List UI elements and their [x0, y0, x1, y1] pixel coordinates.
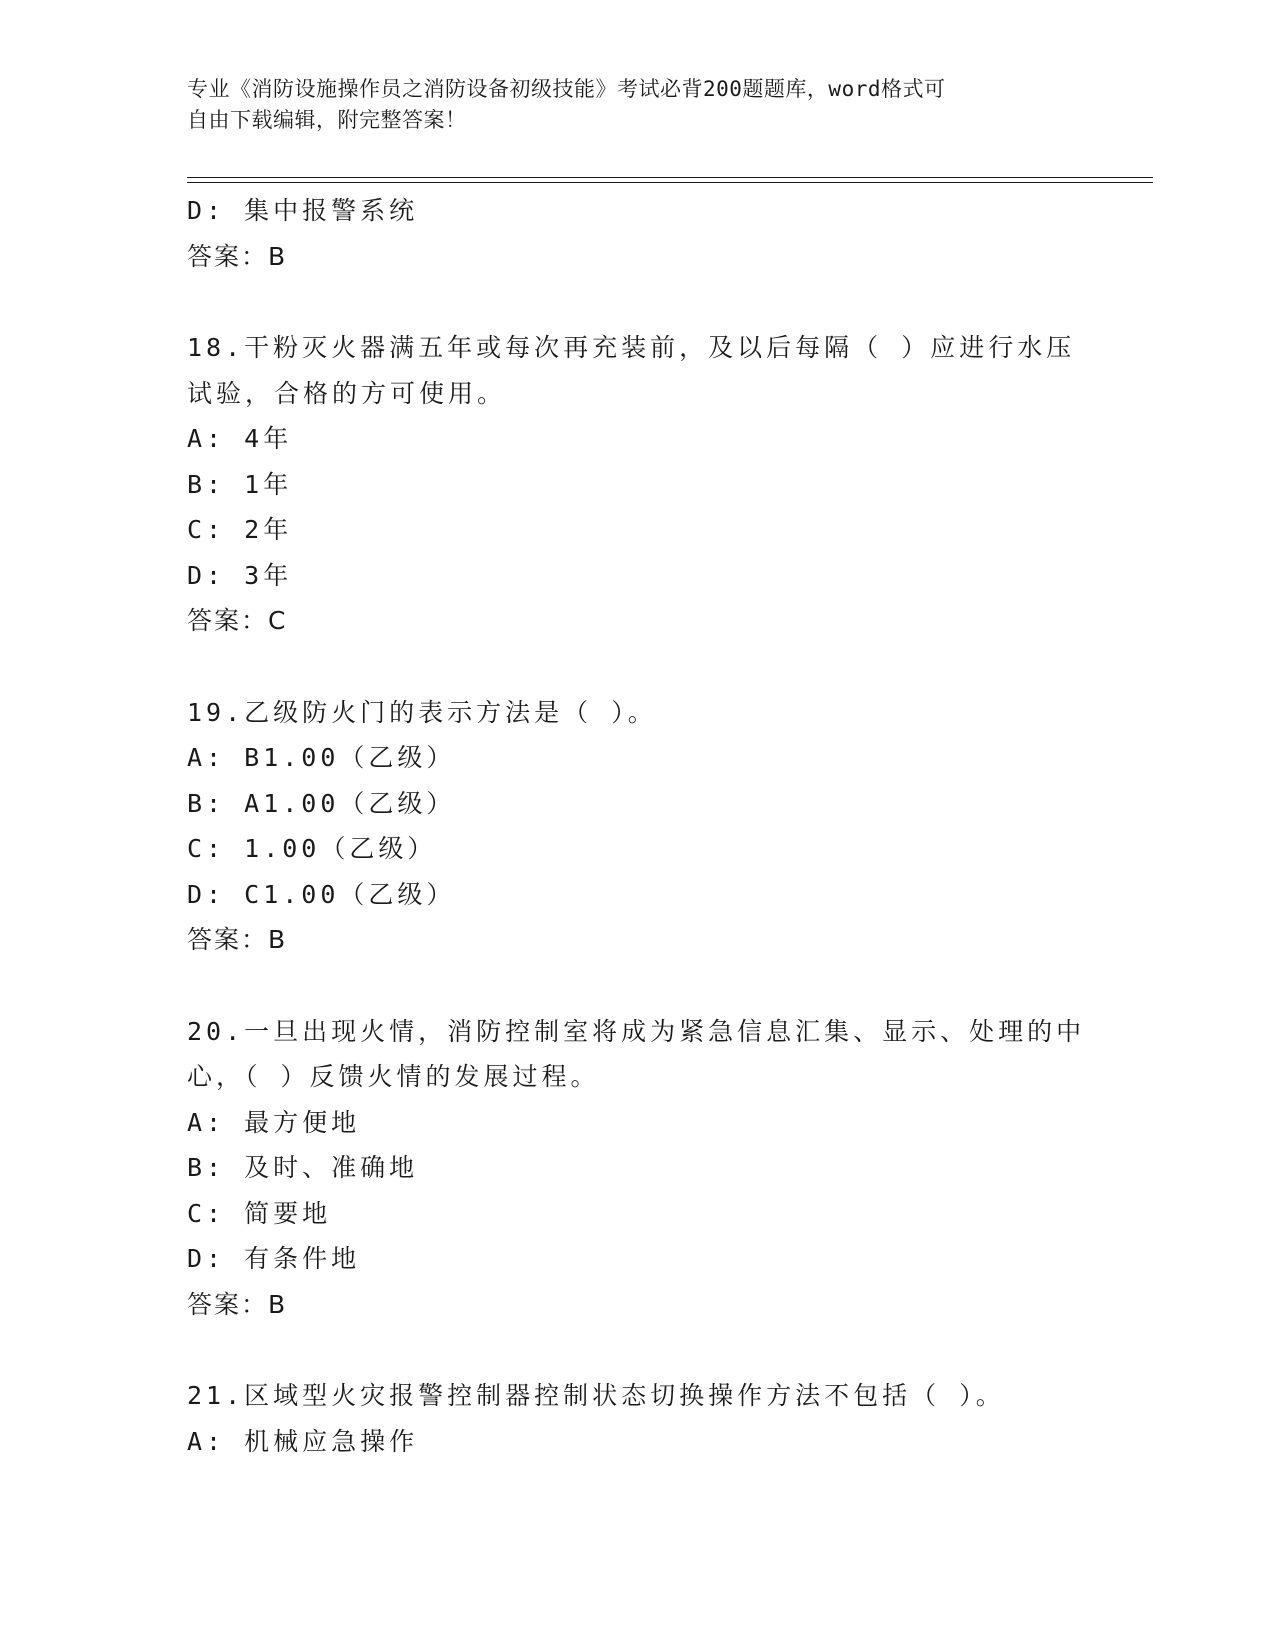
header-line-2: 自由下载编辑，附完整答案！ — [187, 108, 467, 132]
question-list — [187, 188, 1107, 1464]
option-d: D: 3年 — [187, 560, 293, 590]
option-d: D: 有条件地 — [187, 1244, 361, 1273]
option-d: D: C1.00（乙级） — [187, 879, 456, 909]
answer: 答案：B — [187, 1289, 288, 1319]
question-21 — [187, 1373, 1107, 1464]
header-line-1: 专业《消防设施操作员之消防设备初级技能》考试必背200题题库，word格式可 — [187, 77, 946, 101]
option-b: B: 及时、准确地 — [187, 1153, 419, 1182]
option-a: A: 4年 — [187, 424, 293, 453]
question-19 — [187, 690, 1107, 963]
question-17 — [187, 188, 1107, 279]
option-c: C: 2年 — [187, 515, 293, 544]
header-divider-bottom — [187, 182, 1153, 183]
option-a: A: 最方便地 — [187, 1107, 361, 1137]
option-a: A: B1.00（乙级） — [187, 743, 456, 772]
question-stem-line-1: 19.乙级防火门的表示方法是（ ）。 — [187, 697, 657, 727]
question-18 — [187, 325, 1107, 644]
question-stem-line-2: 心，（ ）反馈火情的发展过程。 — [187, 1062, 600, 1091]
question-stem-line-1: 21.区域型火灾报警控制器控制状态切换操作方法不包括（ ）。 — [187, 1381, 1005, 1410]
header-divider-top — [187, 177, 1153, 178]
answer: 答案：B — [187, 241, 288, 271]
option-b: B: A1.00（乙级） — [187, 788, 456, 818]
option-c: C: 1.00（乙级） — [187, 834, 437, 863]
option-c: C: 简要地 — [187, 1198, 332, 1228]
option-b: B: 1年 — [187, 469, 293, 499]
answer: 答案：B — [187, 925, 288, 954]
option-d: D: 集中报警系统 — [187, 196, 419, 225]
question-stem-line-2: 试验，合格的方可使用。 — [187, 378, 507, 408]
question-stem-line-1: 20.一旦出现火情，消防控制室将成为紧急信息汇集、显示、处理的中 — [187, 1016, 1086, 1046]
document-header — [187, 74, 1087, 136]
option-a: A: 机械应急操作 — [187, 1426, 419, 1456]
question-20 — [187, 1009, 1107, 1328]
question-stem-line-1: 18.干粉灭火器满五年或每次再充装前，及以后每隔（ ）应进行水压 — [187, 333, 1076, 362]
answer: 答案：C — [187, 606, 288, 635]
